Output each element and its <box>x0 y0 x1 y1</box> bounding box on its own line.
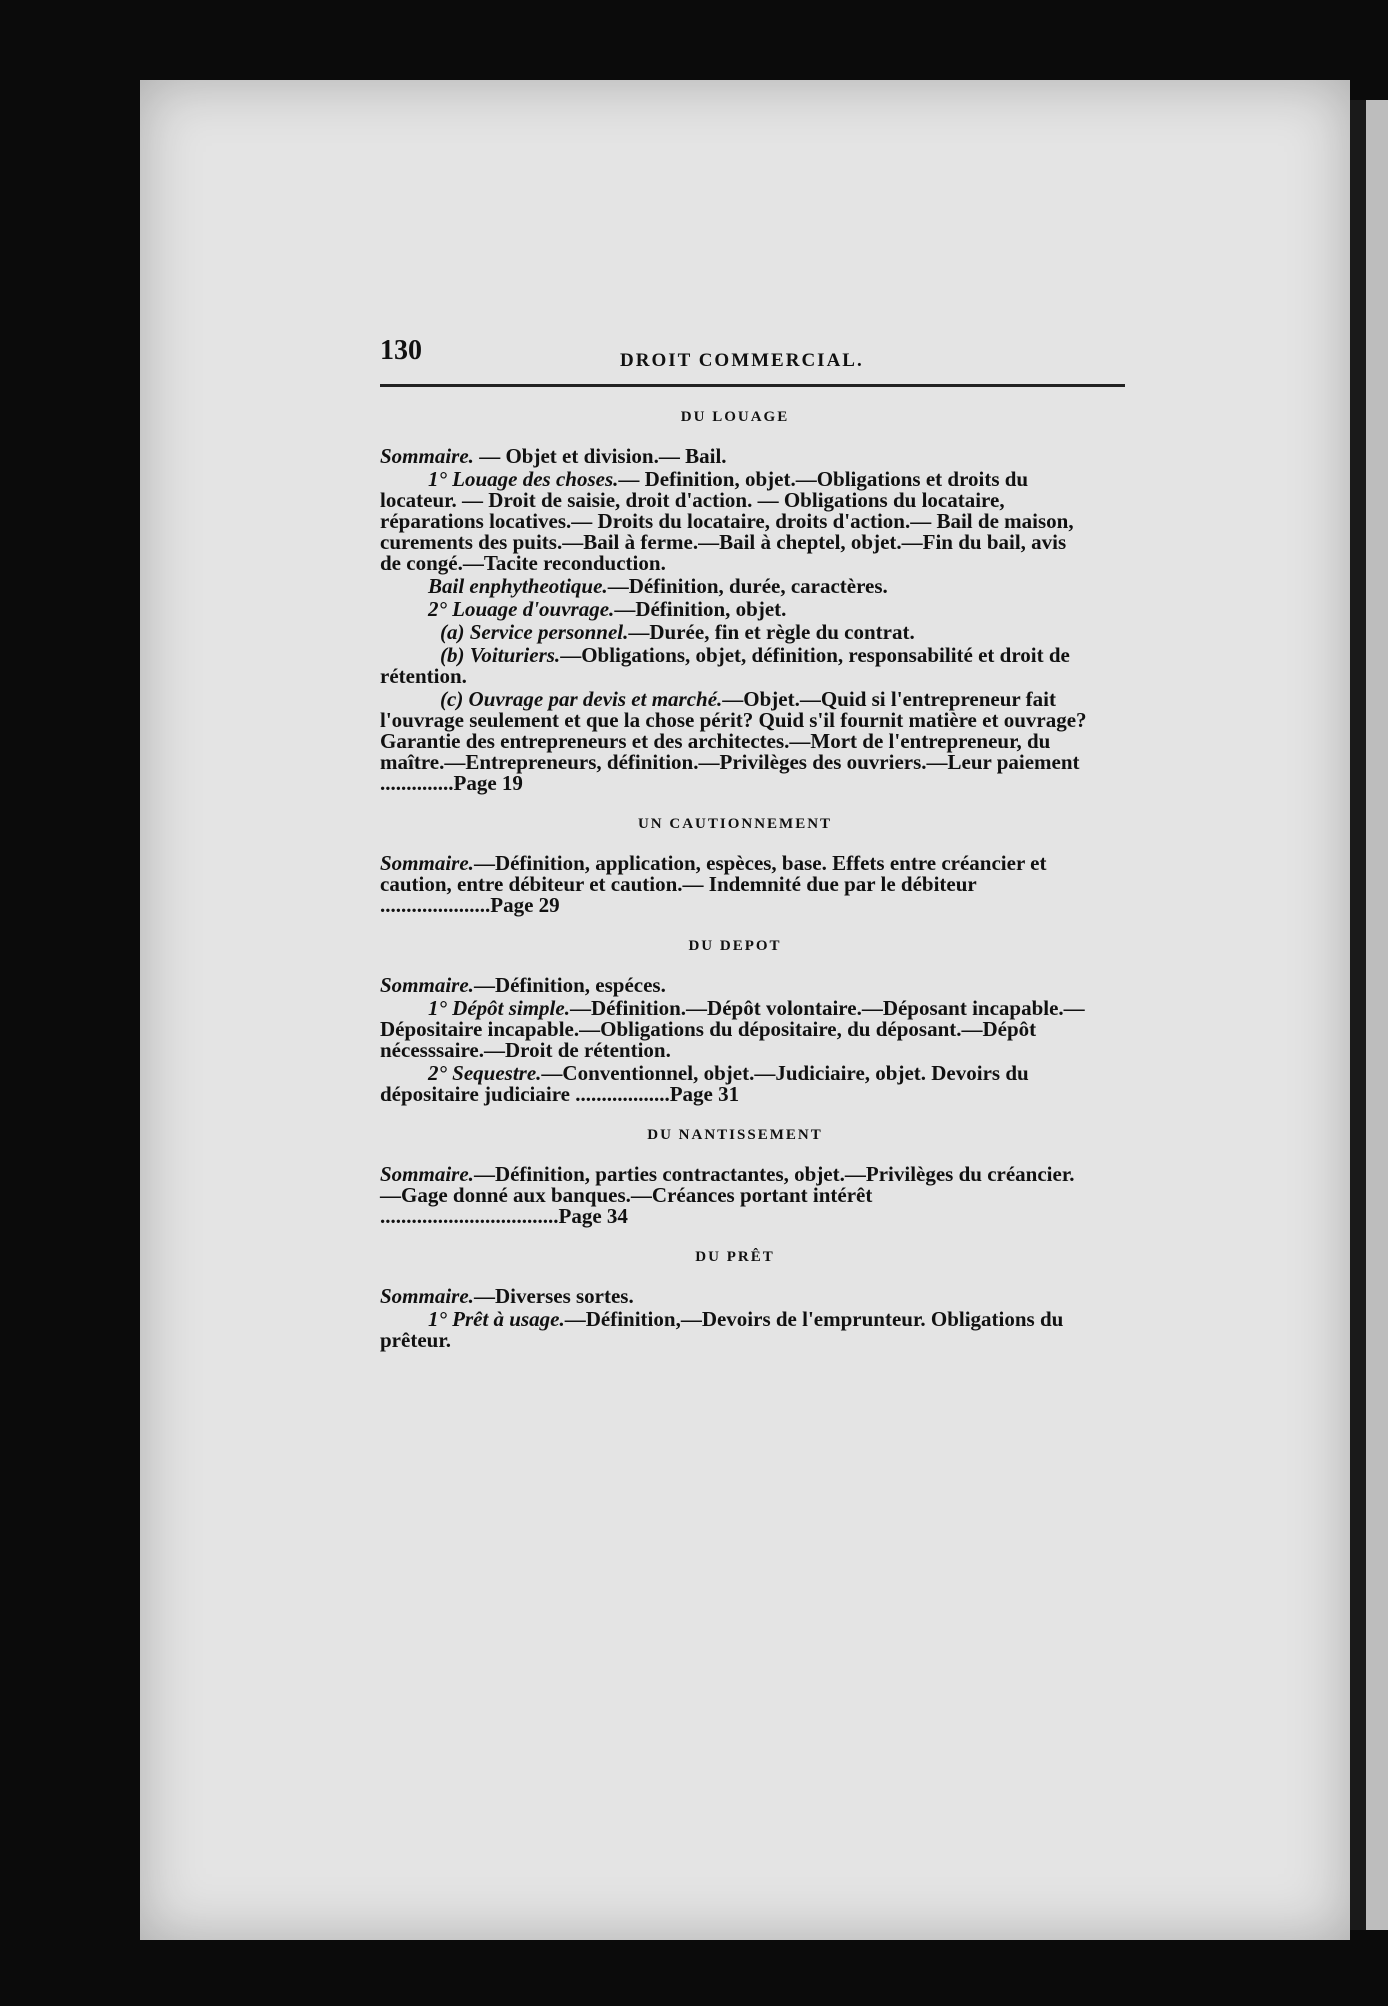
section-louage <box>380 407 1090 794</box>
section-title: DU DEPOT <box>688 938 782 954</box>
entry-depot-simple: 1° Dépôt simple.—Définition.—Dépôt volontaire.—Déposant incapable.—Dépositaire incapable.—Obligations du dépositaire, du déposant.—Dépôt nécesssaire.—Droit de rétention. <box>380 996 1085 1062</box>
entry-sequestre: 2° Sequestre.—Conventionnel, objet.—Judiciaire, objet. Devoirs du dépositaire judiciaire ..................Page 31 <box>380 1061 1029 1106</box>
section-nantissement <box>380 1125 1090 1227</box>
page-header <box>380 335 1090 376</box>
section-pret <box>380 1247 1090 1351</box>
entry-bail-enphytheotique: Bail enphytheotique.—Définition, durée, caractères. <box>428 574 888 598</box>
entry-ouvrage-devis: (c) Ouvrage par devis et marché.—Objet.—Quid si l'entrepreneur fait l'ouvrage seulement et que la chose périt? Quid s'il fournit matière et ouvrage? Garantie des entrepreneurs et des architectes.—Mort de l'entrepreneur, du maître.—Entrepreneurs, définition.—Privilèges des ouvriers.—Leur paiement ..............Page 19 <box>380 687 1087 795</box>
page-label: Page <box>669 1082 713 1106</box>
section-title: UN CAUTIONNEMENT <box>637 816 833 832</box>
leader-dots: ..................... <box>380 893 491 917</box>
running-title: DROIT COMMERCIAL. <box>620 350 864 371</box>
entry-service-personnel: (a) Service personnel.—Durée, fin et règle du contrat. <box>440 620 915 644</box>
page-edge-shadow <box>1350 100 1366 1930</box>
section-title: DU PRÊT <box>695 1249 775 1265</box>
page-reference: 29 <box>538 893 560 917</box>
page-content <box>380 335 1090 1353</box>
page-reference: 31 <box>718 1082 740 1106</box>
leader-dots: .................. <box>575 1082 670 1106</box>
summary-line: Sommaire.—Définition, application, espèces, base. Effets entre créancier et caution, entre débiteur et caution.— Indemnité due par le débiteur .....................Page 29 <box>380 851 1047 917</box>
leader-dots: .............. <box>380 771 454 795</box>
summary-line: Sommaire. — Objet et division.— Bail. <box>380 444 727 468</box>
section-title: DU LOUAGE <box>680 409 790 425</box>
section-depot <box>380 936 1090 1105</box>
entry-voituriers: (b) Voituriers.—Obligations, objet, définition, responsabilité et droit de rétention. <box>380 643 1070 688</box>
page-number: 130 <box>380 335 422 366</box>
header-rule <box>380 384 1125 387</box>
adjacent-page-edge <box>1366 100 1388 1930</box>
summary-line: Sommaire.—Définition, espéces. <box>380 973 666 997</box>
page-reference: 19 <box>501 771 523 795</box>
section-title: DU NANTISSEMENT <box>647 1127 823 1143</box>
leader-dots: .................................. <box>380 1204 559 1228</box>
page-label: Page <box>558 1204 602 1228</box>
entry-louage-ouvrage: 2° Louage d'ouvrage.—Définition, objet. <box>428 597 787 621</box>
entry-louage-choses: 1° Louage des choses.— Definition, objet.—Obligations et droits du locateur. — Droit de saisie, droit d'action. — Obligations du locataire, réparations locatives.— Droits du locataire, droits d'action.— Bail de maison, curements des puits.—Bail à ferme.—Bail à cheptel, objet.—Fin du bail, avis de congé.—Tacite reconduction. <box>380 467 1074 575</box>
summary-line: Sommaire.—Définition, parties contractantes, objet.—Privilèges du créancier.—Gage donné aux banques.—Créances portant intérêt ..................................Page 34 <box>380 1162 1075 1228</box>
page-reference: 34 <box>606 1204 628 1228</box>
section-cautionnement <box>380 814 1090 916</box>
entry-pret-usage: 1° Prêt à usage.—Définition,—Devoirs de l'emprunteur. Obligations du prêteur. <box>380 1307 1064 1352</box>
page-label: Page <box>490 893 534 917</box>
page-label: Page <box>453 771 497 795</box>
summary-line: Sommaire.—Diverses sortes. <box>380 1284 634 1308</box>
